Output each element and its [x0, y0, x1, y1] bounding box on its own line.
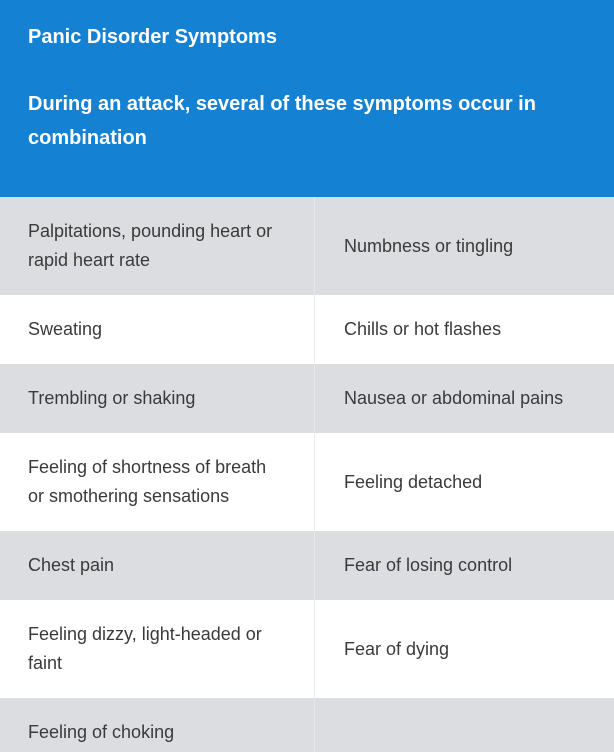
- table-cell: Nausea or abdominal pains: [344, 388, 564, 408]
- table-cell: Numbness or tingling: [344, 235, 514, 256]
- table-row: [0, 531, 614, 600]
- table-cell: Feeling of shortness of breath or smothering sensations: [0, 433, 315, 531]
- page-subtitle: During an attack, several of these symptoms occur in combination: [28, 93, 536, 149]
- table-cell: Feeling of choking: [0, 698, 315, 752]
- table-cell: Chills or hot flashes: [344, 319, 502, 339]
- table-cell: Fear of losing control: [344, 555, 513, 575]
- table-cell: Fear of dying: [344, 638, 450, 659]
- table-row: [0, 197, 614, 295]
- table-row: [0, 364, 614, 433]
- table-cell: Palpitations, pounding heart or rapid heart rate: [0, 197, 315, 295]
- table-row: [0, 698, 614, 752]
- symptoms-table: [0, 197, 614, 752]
- table-cell: Sweating: [0, 295, 315, 364]
- table-cell: Chest pain: [0, 531, 315, 600]
- table-row: [0, 295, 614, 364]
- table-row: [0, 433, 614, 531]
- table-cell: Feeling detached: [344, 471, 483, 492]
- page-title: Panic Disorder Symptoms: [28, 26, 277, 48]
- table-cell: [315, 698, 614, 752]
- header-banner: [0, 0, 614, 197]
- table-cell: Trembling or shaking: [0, 364, 315, 433]
- table-cell: Feeling dizzy, light-headed or faint: [0, 600, 315, 698]
- table-row: [0, 600, 614, 698]
